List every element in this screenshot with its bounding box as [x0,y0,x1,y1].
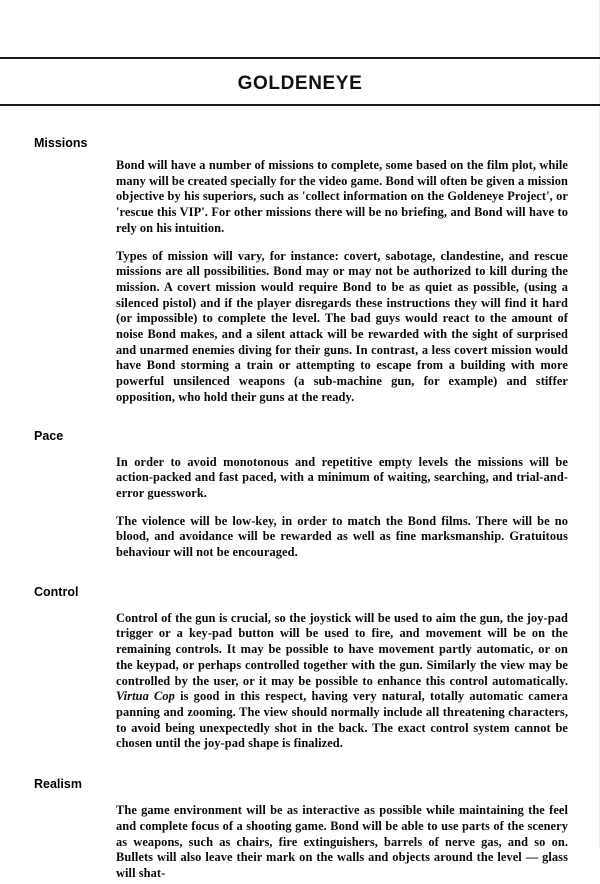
document-body [0,118,600,884]
italic-title: Virtua Cop [116,689,175,704]
section-body-pace [116,455,568,561]
paragraph: Types of mission will vary, for instance: covert, sabotage, clandestine, and rescue missions are all possibilities. Bond may or may not be authorized to kill during the mission. A covert mission would require Bond to be as quiet as possible, (using a silenced pistol) and if the player disregards these instructions they will find it hard (or impossible) to complete the level. The bad guys would react to the amount of noise Bond makes, and a silent attack will be rewarded with the sight of surprised and unarmed enemies diving for their guns. In contrast, a less covert mission would have Bond storming a train or attempting to escape from a building with more powerful unsilenced weapons (a sub-machine gun, for example) and stiffer opposition, who hold their guns at the ready. [116,248,568,404]
header-bottom-rule [0,104,600,106]
paragraph: The game environment will be as interactive as possible while maintaining the feel and complete focus of a shooting game. Bond will be able to use parts of the scenery as weapons, such as chairs, fire extinguishers, barrels of nerve gas, and so on. Bullets will also leave their mark on the walls and objects around the level — glass will shat- [116,803,568,880]
section-body-realism [116,803,568,882]
paragraph: Control of the gun is crucial, so the joystick will be used to aim the gun, the joy-pad trigger or a key-pad button will be used to fire, and movement will be on the remaining controls. It may be possible to have movement partly automatic, or on the keypad, or perhaps controlled together with the gun. Similarly the view may be controlled by the user, or it may be possible to enhance this control automatically. Virtua Cop is good in this respect, having very natural, totally automatic camera panning and zooming. The view should normally include all threatening characters, to avoid being unexpectedly shot in the back. The exact control system cannot be chosen until the joy-pad shape is finalized. [116,610,568,751]
page-title: GOLDENEYE [237,73,363,94]
header-top-rule [0,57,600,59]
section-body-control [116,611,568,752]
section-control [0,585,600,752]
paragraph: The violence will be low-key, in order to match the Bond films. There will be no blood, and avoidance will be rewarded as well as fine marksmanship. Gratuitous behaviour will not be encouraged. [116,513,568,560]
paragraph: Bond will have a number of missions to complete, some based on the film plot, while many will be created specially for the video game. Bond will often be given a mission objective by his superiors, such as 'collect information on the Goldeneye Project', or 'rescue this VIP'. For other missions there will be no briefing, and Bond will have to rely on his intuition. [116,158,568,235]
section-missions [0,136,600,406]
section-body-missions [116,158,568,406]
section-heading-missions: Missions [34,136,88,150]
section-heading-realism: Realism [34,777,82,792]
paragraph: In order to avoid monotonous and repetitive empty levels the missions will be action-packed and fast paced, with a minimum of waiting, searching, and trial-and-error guesswork. [116,454,568,500]
section-pace [0,429,600,561]
section-heading-pace: Pace [34,428,64,443]
section-realism [0,777,600,882]
section-heading-control: Control [34,584,79,599]
